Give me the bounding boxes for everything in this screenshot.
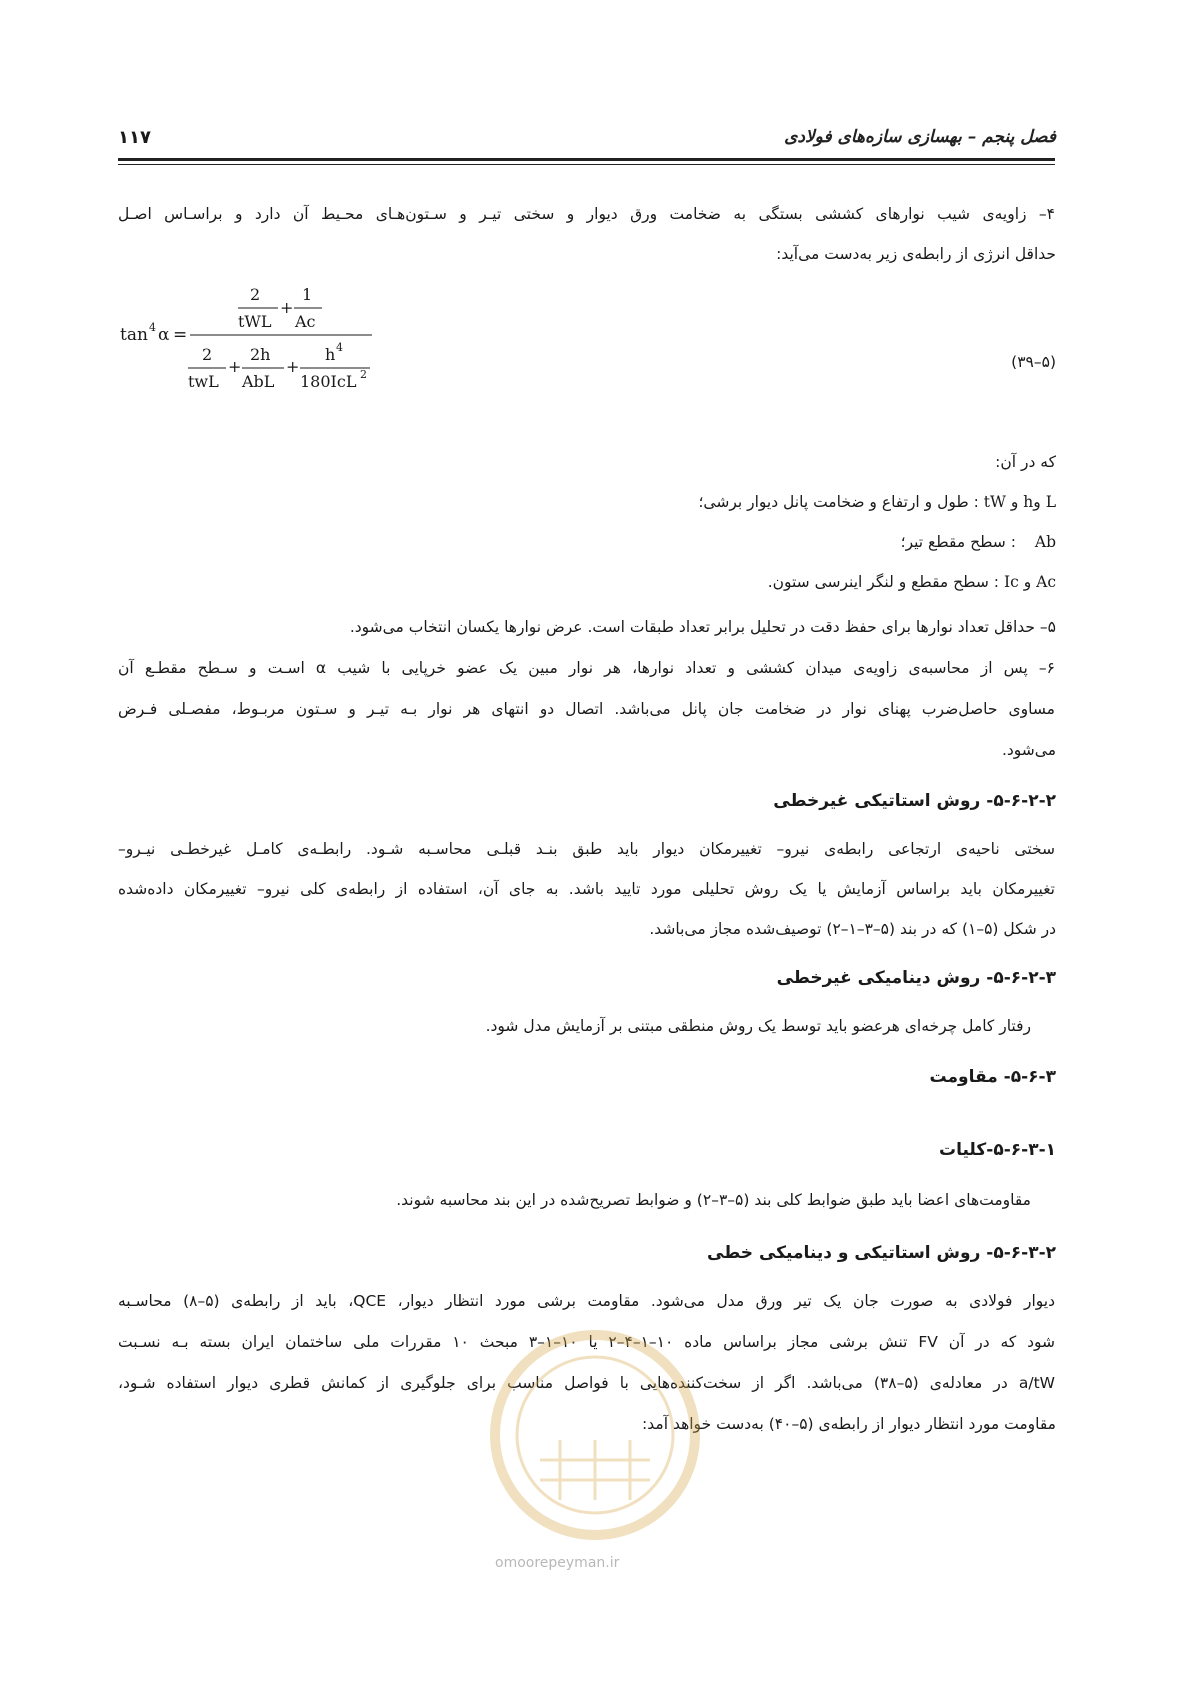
watermark-logo <box>480 1320 710 1550</box>
eq-den-c-top: h <box>325 345 336 364</box>
eq-den-a-bot: twL <box>188 372 219 391</box>
definition-3-symbols: Ac و Ic <box>1003 573 1056 591</box>
paragraph-4-line-2: حداقل انرژی از رابطه‌ی زیر به‌دست می‌آید: <box>776 245 1056 263</box>
heading-strength: ۵-۶-۳- مقاومت <box>929 1067 1056 1087</box>
definition-1 <box>698 493 1056 511</box>
where-intro: که در آن: <box>995 453 1056 471</box>
definition-2-text: : سطح مقطع تیر؛ <box>900 533 1016 551</box>
linear-line-3: a/tW در معادله‌ی (۵–۳۸) می‌باشد. اگر از سخت‌کننده‌هایی با فواصل مناسب برای جلوگیری از کمانش قطری دیوار استفاده شـود، <box>118 1374 1055 1392</box>
definition-2 <box>901 533 1056 551</box>
paragraph-6-line-2: مساوی حاصل‌ضرب پهنای نوار در ضخامت جان پانل می‌باشد. اتصال دو انتهای هر نوار بـه تیـر و سـتون مربـوط، مفصـلی فـرض <box>118 700 1055 718</box>
heading-nonlinear-dynamic: ۵-۶-۲-۳- روش دینامیکی غیرخطی <box>776 968 1056 988</box>
eq-den-c-bot: 180IcL <box>300 372 357 391</box>
linear-line-2: شود که در آن FV تنش برشی مجاز براساس ماده ۱۰–۱–۴–۲ یا ۱۰–۱–۳ مبحث ۱۰ مقررات ملی ساختمان ایران بسته بـه نسـبت <box>118 1333 1055 1351</box>
nonlinear-static-line-1: سختی ناحیه‌ی ارتجاعی رابطه‌ی نیرو– تغییرمکان دیوار باید طبق بنـد قبلـی محاسـبه شـود. رابطـه‌ی کامـل غیرخطـی نیـرو– <box>118 840 1055 858</box>
eq-num-b-bot: Ac <box>295 312 316 331</box>
eq-num-a-bot: tWL <box>238 312 272 331</box>
eq-den-plus-1: + <box>228 357 242 376</box>
paragraph-6-line-1: ۶– پس از محاسبه‌ی زاویه‌ی میدان کششی و تعداد نوارها، هر نوار مبین یک عضو خرپایی با شیب α اسـت و سـطح مقطـع آن <box>118 659 1055 677</box>
nonlinear-static-line-3: در شکل (۵–۱) که در بند (۵–۳–۱–۲) توصیف‌شده مجاز می‌باشد. <box>649 920 1056 938</box>
eq-lhs: tan <box>120 325 148 345</box>
eq-num-b-top: 1 <box>302 285 313 304</box>
header-rule-thick <box>118 158 1055 161</box>
linear-line-1: دیوار فولادی به صورت جان یک تیر ورق مدل می‌شود. مقاومت برشی مورد انتظار دیوار، QCE، باید از رابطه‌ی (۵–۸) محاسـبه <box>118 1292 1055 1310</box>
eq-num-a-top: 2 <box>250 285 261 304</box>
definition-2-symbol: Ab <box>1034 533 1056 551</box>
general-line-1: مقاومت‌های اعضا باید طبق ضوابط کلی بند (۵–۳–۲) و ضوابط تصریح‌شده در این بند محاسبه شوند. <box>396 1191 1031 1209</box>
eq-alpha: α <box>158 325 170 345</box>
eq-num-plus: + <box>280 298 294 317</box>
page-number: ۱۱۷ <box>118 127 151 148</box>
heading-nonlinear-static: ۵-۶-۲-۲- روش استاتیکی غیرخطی <box>773 791 1056 811</box>
watermark-text: omoorepeyman.ir <box>495 1555 620 1571</box>
eq-den-a-top: 2 <box>202 345 213 364</box>
nonlinear-dynamic-line-1: رفتار کامل چرخه‌ای هرعضو باید توسط یک روش منطقی مبتنی بر آزمایش مدل شود. <box>485 1017 1031 1035</box>
paragraph-5: ۵– حداقل تعداد نوارها برای حفظ دقت در تحلیل برابر تعداد طبقات است. عرض نوارها یکسان انتخاب می‌شود. <box>349 618 1056 636</box>
heading-linear: ۵-۶-۳-۲- روش استاتیکی و دینامیکی خطی <box>707 1243 1056 1263</box>
linear-line-4: مقاومت مورد انتظار دیوار از رابطه‌ی (۵–۴۰) به‌دست خواهد آمد: <box>642 1415 1056 1433</box>
equation-tan-alpha <box>120 285 420 430</box>
eq-equals: = <box>173 325 188 345</box>
eq-lhs-power: 4 <box>149 321 156 334</box>
eq-den-c-top-power: 4 <box>336 341 343 354</box>
chapter-title: فصل پنجم – بهسازی سازه‌های فولادی <box>784 127 1056 147</box>
definition-1-symbols: L وh و tW <box>983 493 1056 511</box>
header-rule-thin <box>118 164 1055 165</box>
definition-1-text: : طول و ارتفاع و ضخامت پانل دیوار برشی؛ <box>698 493 979 511</box>
definition-3 <box>768 573 1056 591</box>
eq-den-b-bot: AbL <box>242 372 275 391</box>
eq-den-c-bot-power: 2 <box>360 368 367 381</box>
eq-den-b-top: 2h <box>250 345 271 364</box>
definition-3-text: : سطح مقطع و لنگر اینرسی ستون. <box>767 573 1000 591</box>
eq-den-plus-2: + <box>286 357 300 376</box>
paragraph-6-line-3: می‌شود. <box>1001 741 1056 759</box>
heading-general: ۵-۶-۳-۱-کلیات <box>939 1140 1056 1160</box>
paragraph-4-line-1: ۴– زاویه‌ی شیب نوارهای کششی بستگی به ضخامت ورق دیوار و سختی تیـر و سـتون‌هـای محـیط آن دارد و براسـاس اصـل <box>118 205 1055 223</box>
nonlinear-static-line-2: تغییرمکان باید براساس آزمایش یا یک روش تحلیلی مورد تایید باشد. به جای آن، استفاده از رابطه‌ی کلی نیرو– تغییرمکان داده‌شده <box>118 880 1055 898</box>
equation-number: (۵–۳۹) <box>1011 353 1056 371</box>
